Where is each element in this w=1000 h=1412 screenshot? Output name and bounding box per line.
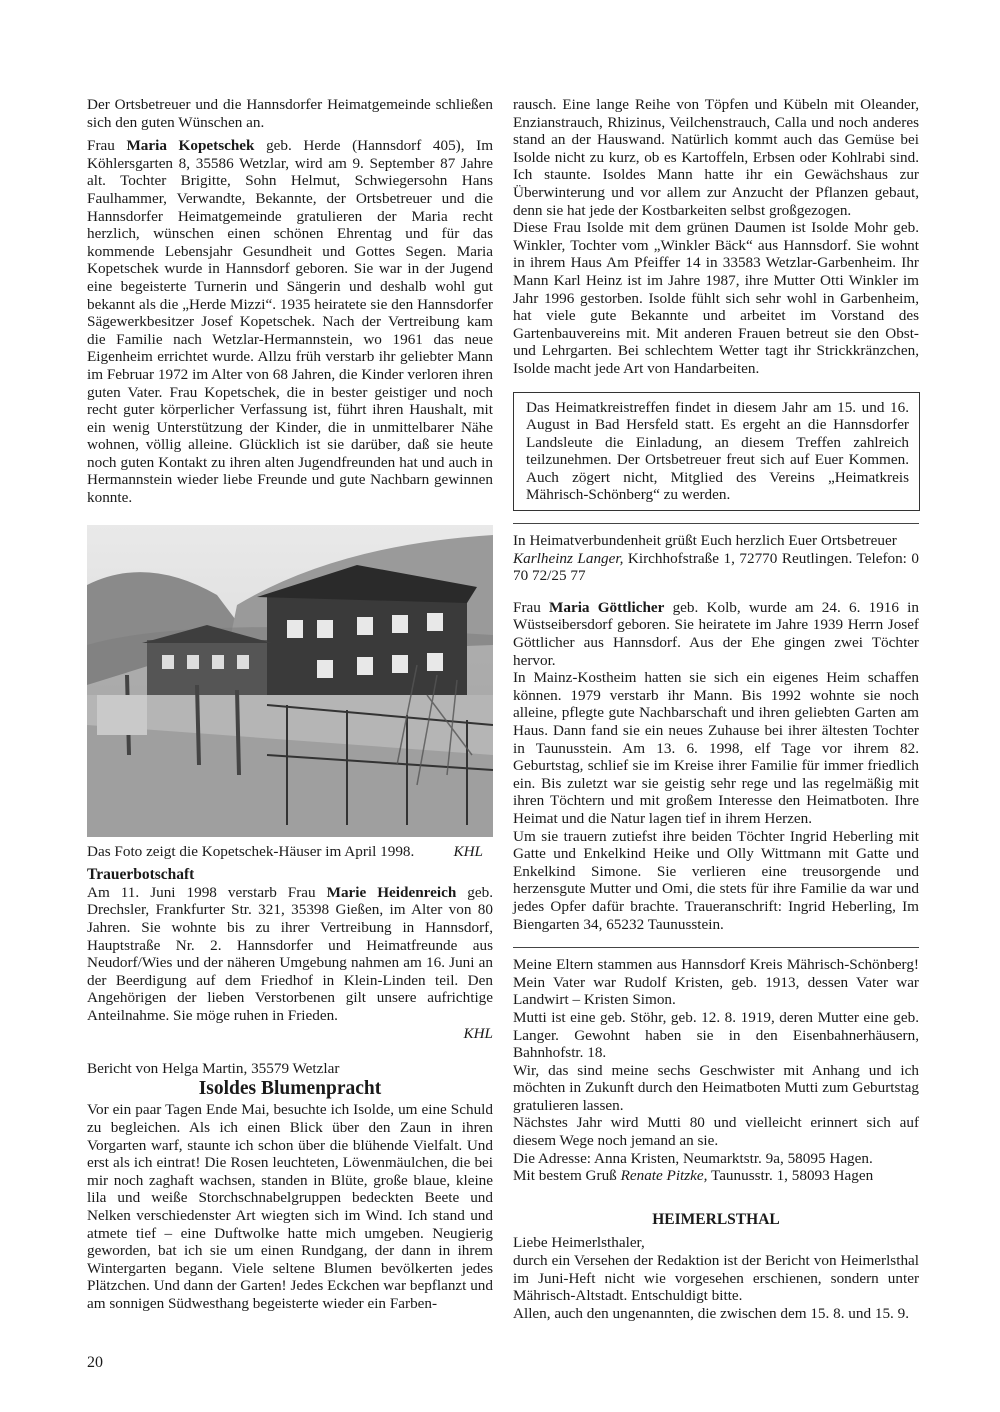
- paragraph-goettlicher-3: Um sie trauern zutiefst ihre beiden Töchter Ingrid Heberling mit Gatte und Enkelkind Heike und Olly Wittmann mit Gatte und Enkelkind Simone. Sie verlieren eine treusorgende und herzensgute Mutter und Omi, die stets für ihre Familie da war und jedes Opfer dafür brachte. Traueranschrift: Ingrid Heberling, Im Biengarten 34, 65232 Taunusstein.: [513, 827, 919, 933]
- heading-heimerlsthal: HEIMERLSTHAL: [652, 1210, 780, 1228]
- person-name: Marie Heidenreich: [326, 883, 457, 901]
- paragraph-blumenpracht-cont: rausch. Eine lange Reihe von Töpfen und Kübeln mit Oleander, Enzianstrauch, Rhizinus, Veilchenstrauch, Calla und noch anderes stand an der Hauswand. Natürlich kommt auch das Gemüse bei Isolde nicht zu kurz, ob es Kartoffeln, Erbsen oder Kohlrabi sind. Ich staunte. Isoldes Mann hatte ihr ein Gewächshaus zur Überwinterung und vor allem zur Anzucht der Pflanzen gebaut, denn sie hat jede der Kostbarkeiten selbst großgezogen.: [513, 96, 919, 219]
- caption-text: Das Foto zeigt die Kopetschek-Häuser im April 1998.: [87, 842, 415, 860]
- paragraph-heimerlsthal-1: Liebe Heimerlsthaler,: [513, 1234, 645, 1252]
- announcement-text: Das Heimatkreistreffen findet in diesem Jahr am 15. und 16. August in Bad Hersfeld statt. Es ergeht an die Hannsdorfer Landsleute die Einladung, an diesem Treffen zahlreich teilzunehmen. Der Ortsbetreuer freut sich auf Euer Kommen. Auch zögert nicht, Mitglied des Vereins „Heimatkreis Mährisch-Schönberg“ zu werden.: [526, 398, 909, 504]
- text: Kirchhofstraße 1, 72770 Reutlingen. Telefon: 0 70 72/25 77: [513, 549, 919, 585]
- divider: [513, 947, 919, 948]
- text: geb. Herde (Hannsdorf 405), Im Köhlersgarten 8, 35586 Wetzlar, wird am 9. September 87 Jahre alt. Tochter Brigitte, Sohn Helmut, Schwiegersohn Hans Faulhammer, Verwandte, Bekannte, der Ortsbetreuer und die Hannsdorfer Heimatgemeinde gratulieren der Maria recht herzlich, wünschen einen schönen Ehrentag und für das kommende Lebensjahr Gesundheit und Gottes Segen. Maria Kopetschek wurde in Hannsdorf geboren. Sie war in der Jugend eine begeisterte Turnerin und Sängerin und deshalb wohl gut bekannt als die „Herde Mizzi“. 1935 heiratete sie den Hannsdorfer Sägewerkbesitzer Josef Kopetschek. Nach der Vertreibung kam die Familie nach Wetzlar-Hermannstein, wo 1961 das neue Eigenheim errichtet wurde. Allzu früh verstarb ihr geliebter Mann im Februar 1972 im Alter von 68 Jahren, die Kinder verloren ihren guten Vater. Frau Kopetschek, die in bester geistiger und noch recht guter körperlicher Verfassung ist, führt ihren Haushalt, mit ein wenig Unterstützung der Kinder, die in unmittelbarer Nähe wohnen, völlig alleine. Glücklich ist sie darüber, daß sie heute noch guten Kontakt zu ihren alten Jugendfreunden hat und auch in Hermannstein wieder liebe Freunde und gute Nachbarn gewinnen konnte.: [87, 137, 494, 507]
- text: Taunusstr. 1, 58093 Hagen: [707, 1167, 874, 1185]
- paragraph-ortsbetreuer: Der Ortsbetreuer und die Hannsdorfer Heimatgemeinde schließen sich den guten Wünschen an.: [87, 96, 493, 131]
- text: Frau: [87, 137, 127, 155]
- paragraph-heidenreich: [87, 884, 493, 1025]
- person-name: Renate Pitzke,: [620, 1167, 708, 1185]
- text: geb. Drechsler, Frankfurter Str. 321, 35398 Gießen, im Alter von 80 Jahren. Sie wohnte bis zu ihrer Vertreibung in Hannsdorf, Hauptstraße Nr. 2. Hannsdorfer und Heimatfreunde aus Neudorf/Wies und der näheren Umgebung nahmen am 16. Juni an der Beerdigung auf dem Friedhof in Klein-Linden teil. Den Angehörigen der lieben Verstorbenen gilt unsere aufrichtige Anteilnahme. Sie möge ruhen in Frieden.: [87, 883, 494, 1024]
- paragraph-kopetschek: [87, 137, 493, 506]
- photo-caption: [87, 843, 493, 861]
- signature-khl: KHL: [463, 1024, 493, 1042]
- paragraph-kristen-2: Mutti ist eine geb. Stöhr, geb. 12. 8. 1919, deren Mutter eine geb. Langer. Gewohnt haben sie in den Eisenbahnerhäusern, Bahnhofstr. 18.: [513, 1008, 919, 1062]
- paragraph-goettlicher-2: In Mainz-Kostheim hatten sie sich ein eigenes Heim schaffen können. 1979 verstarb ihr Mann. Bis 1992 wohnte sie noch alleine, pflegte gute Nachbarschaft und ihren geliebten Garten am Haus. Dann fand sie ein neues Zuhause bei ihrer ältesten Tochter in Taunusstein. Am 13. 6. 1998, elf Tage vor ihrem 82. Geburtstag, schlief sie im Kreise ihrer Familie für immer friedlich ein. Bis zuletzt war sie geistig sehr rege und las regelmäßig mit ihren Töchtern und mit großem Interesse den Heimatboten. Ihre Heimat und die Natur lagen tief in ihrem Herzen.: [513, 669, 919, 827]
- paragraph-heimerlsthal-2: durch ein Versehen der Redaktion ist der Bericht von Heimerlsthal im Juni-Heft nicht wie vorgesehen erschienen, sondern unter Mährisch-Altstadt. Entschuldigt bitte.: [513, 1252, 919, 1305]
- paragraph-kristen-5: Die Adresse: Anna Kristen, Neumarktstr. 9a, 58095 Hagen.: [513, 1149, 873, 1167]
- paragraph-kristen-6: [513, 1167, 919, 1185]
- paragraph-kristen-1: Meine Eltern stammen aus Hannsdorf Kreis Mährisch-Schönberg! Mein Vater war Rudolf Kristen, geb. 1913, dessen Vater war Landwirt – Kristen Simon.: [513, 956, 919, 1009]
- paragraph-goettlicher: [513, 599, 919, 669]
- paragraph-isolde-mohr: Diese Frau Isolde mit dem grünen Daumen ist Isolde Mohr geb. Winkler, Tochter vom „Winkler Bäck“ aus Hannsdorf. Sie wohnt in ihrem Haus Am Pfeiffer 14 in 33583 Wetzlar-Garbenheim. Ihr Mann Karl Heinz ist im Jahre 1987, ihre Mutter Otti Winkler im Jahr 1996 gestorben. Isolde fühlt sich sehr wohl in Garbenheim, hat viele gute Bekannte und arbeitet im Vorstand des Gartenbauvereins mit. Mit anderen Frauen betreut sie den Obst- und Lehrgarten. Bei schlechtem Wetter tagt ihr Strickkränzchen, Isolde macht jede Art von Handarbeiten.: [513, 219, 919, 377]
- paragraph-kristen-3: Wir, das sind meine sechs Geschwister mit Anhang und ich möchten in Zukunft durch den Heimatboten Mutti zum Geburtstag gratulieren lassen.: [513, 1061, 919, 1114]
- paragraph-heimerlsthal-3: Allen, auch den ungenannten, die zwischen dem 15. 8. und 15. 9.: [513, 1304, 910, 1322]
- photo-kopetschek-houses: [87, 525, 493, 837]
- text: geb. Kolb, wurde am 24. 6. 1916 in Wüstseibersdorf geboren. Sie heiratete im Jahre 1939 Herrn Josef Göttlicher aus Hannsdorf. Aus der Ehe gingen zwei Töchter hervor.: [513, 598, 919, 669]
- announcement-box: [513, 392, 920, 512]
- paragraph-blumenpracht: Vor ein paar Tagen Ende Mai, besuchte ich Isolde, um eine Schuld zu begleichen. Als ich einen Blick über den Zaun in ihren Vorgarten warf, staunte ich schon über die blühende Vielfalt. Und erst als ich eintrat! Die Rosen leuchteten, Löwenmäulchen, die bei mir noch zaghaft wachsen, standen in Blüte, große blaue, kleine lila und weiße Storchschnabelgruppen bedeckten Beete und Nelken verschiedenster Art wiegten sich im Wind. Ich stand und atmete tief – eine Duftwolke hatte mich umgeben. Neugierig geworden, bat ich sie um einen Rundgang, der dann in ihrem Wintergarten begann. Viele seltene Blumen bevölkerten jedes Plätzchen. Und dann der Garten! Jedes Eckchen war bepflanzt und am sonnigen Südwesthang begeisterte wieder ein Farben-: [87, 1101, 493, 1312]
- divider: [513, 523, 919, 524]
- caption-signature: KHL: [453, 842, 483, 860]
- heading-trauerbotschaft: Trauerbotschaft: [87, 866, 195, 884]
- right-column: [513, 96, 919, 1322]
- person-name: Maria Göttlicher: [549, 598, 665, 616]
- text: Frau: [513, 598, 550, 616]
- page-number: 20: [87, 1354, 103, 1371]
- bericht-byline: Bericht von Helga Martin, 35579 Wetzlar: [87, 1060, 340, 1078]
- text: In Heimatverbundenheit grüßt Euch herzlich Euer Ortsbetreuer: [513, 532, 897, 550]
- paragraph-kristen-4: Nächstes Jahr wird Mutti 80 und vielleicht erinnert sich auf diesem Wege noch jemand an sie.: [513, 1114, 919, 1150]
- left-column: [87, 96, 493, 1313]
- person-name: Maria Kopetschek: [126, 137, 255, 155]
- article-title: Isoldes Blumenpracht: [198, 1077, 382, 1099]
- text: Am 11. Juni 1998 verstarb Frau: [87, 883, 327, 901]
- paragraph-greeting: [513, 532, 919, 585]
- house-photo-image: [87, 525, 493, 837]
- text: Mit bestem Gruß: [513, 1167, 621, 1185]
- person-name: Karlheinz Langer,: [513, 549, 624, 567]
